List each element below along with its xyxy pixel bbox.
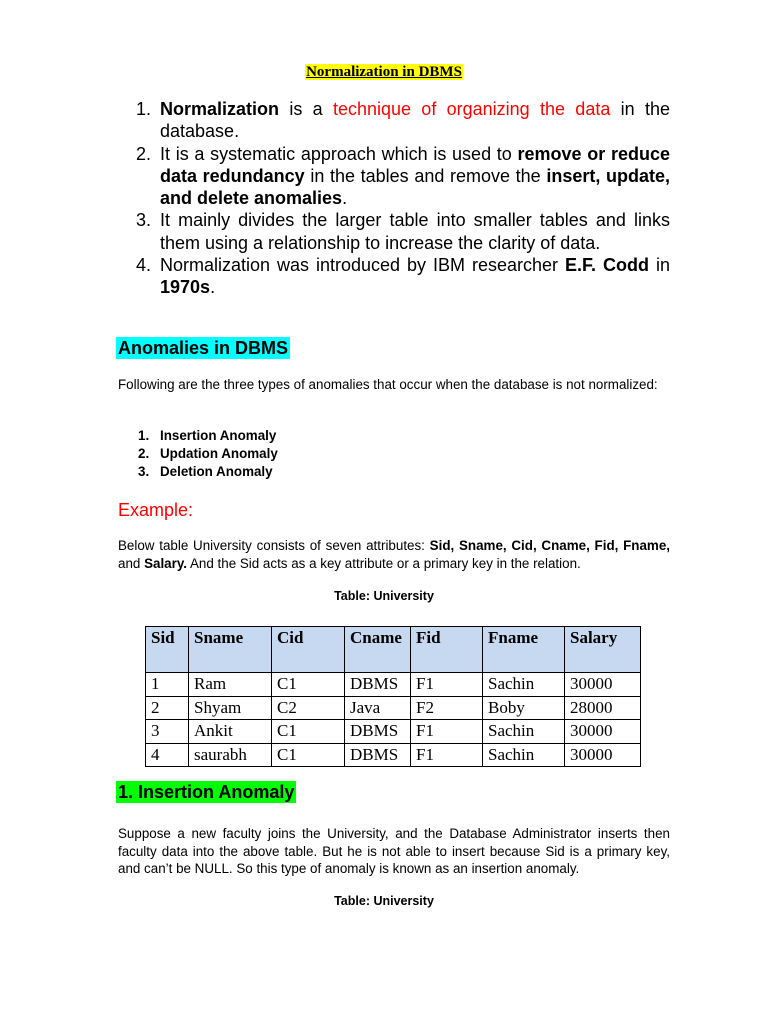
table-cell: F1 [411, 743, 483, 767]
list-item: 1. Insertion Anomaly [138, 428, 277, 443]
table-cell: 28000 [565, 696, 641, 720]
list-item: 1. Normalization is a technique of organizing the data in the database. [136, 99, 670, 142]
table-cell: DBMS [345, 720, 411, 744]
table-cell: 4 [146, 743, 189, 767]
table-caption: Table: University [334, 589, 434, 603]
column-header: Fname [483, 627, 565, 673]
column-header: Fid [411, 627, 483, 673]
attributes-paragraph: Below table University consists of seven attributes: Sid, Sname, Cid, Cname, Fid, Fname, and Salary. And the Sid acts as a key attribute or a primary key in the relation. [118, 538, 670, 571]
table-cell: Sachin [483, 720, 565, 744]
example-heading: Example: [118, 500, 194, 520]
table-cell: Shyam [189, 696, 272, 720]
table-caption: Table: University [334, 894, 434, 908]
table-cell: DBMS [345, 743, 411, 767]
table-cell: Boby [483, 696, 565, 720]
table-cell: C1 [272, 720, 345, 744]
insertion-anomaly-paragraph: Suppose a new faculty joins the University, and the Database Administrator inserts then faculty data into the above table. But he is not able to insert because Sid is a primary key, and can’t be NULL. So this type of anomaly is known as an insertion anomaly. [118, 826, 670, 876]
table-cell: Sachin [483, 743, 565, 767]
table-cell: 1 [146, 673, 189, 697]
normalization-list [117, 98, 670, 299]
list-item: 3. Deletion Anomaly [138, 464, 273, 479]
list-item: 4. Normalization was introduced by IBM researcher E.F. Codd in 1970s. [136, 255, 671, 298]
column-header: Cname [345, 627, 411, 673]
list-item: 3. It mainly divides the larger table into smaller tables and links them using a relationship to increase the clarity of data. [136, 210, 670, 253]
document-title: Normalization in DBMS [306, 64, 462, 80]
table-row [146, 720, 641, 744]
column-header: Sname [189, 627, 272, 673]
table-header-row [146, 627, 641, 673]
anomalies-heading: Anomalies in DBMS [118, 338, 289, 358]
table-row [146, 673, 641, 697]
table-cell: 30000 [565, 743, 641, 767]
anomaly-types-list [138, 427, 278, 481]
table-cell: DBMS [345, 673, 411, 697]
table-cell: saurabh [189, 743, 272, 767]
column-header: Cid [272, 627, 345, 673]
column-header: Salary [565, 627, 641, 673]
table-cell: 3 [146, 720, 189, 744]
table-cell: F1 [411, 720, 483, 744]
anomalies-intro: Following are the three types of anomalies that occur when the database is not normalized: [118, 377, 658, 392]
table-cell: 30000 [565, 720, 641, 744]
list-item: 2. It is a systematic approach which is used to remove or reduce data redundancy in the tables and remove the insert, update, and delete anomalies. [136, 143, 670, 209]
table-cell: Java [345, 696, 411, 720]
table-row [146, 696, 641, 720]
table-cell: Sachin [483, 673, 565, 697]
table-cell: 30000 [565, 673, 641, 697]
table-cell: Ram [189, 673, 272, 697]
column-header: Sid [146, 627, 189, 673]
table-row [146, 743, 641, 767]
insertion-anomaly-heading: 1. Insertion Anomaly [118, 782, 295, 802]
table-cell: Ankit [189, 720, 272, 744]
table-cell: 2 [146, 696, 189, 720]
table-cell: F2 [411, 696, 483, 720]
table-cell: C2 [272, 696, 345, 720]
table-cell: F1 [411, 673, 483, 697]
table-cell: C1 [272, 743, 345, 767]
table-cell: C1 [272, 673, 345, 697]
list-item: 2. Updation Anomaly [138, 446, 278, 461]
university-table [145, 626, 641, 767]
